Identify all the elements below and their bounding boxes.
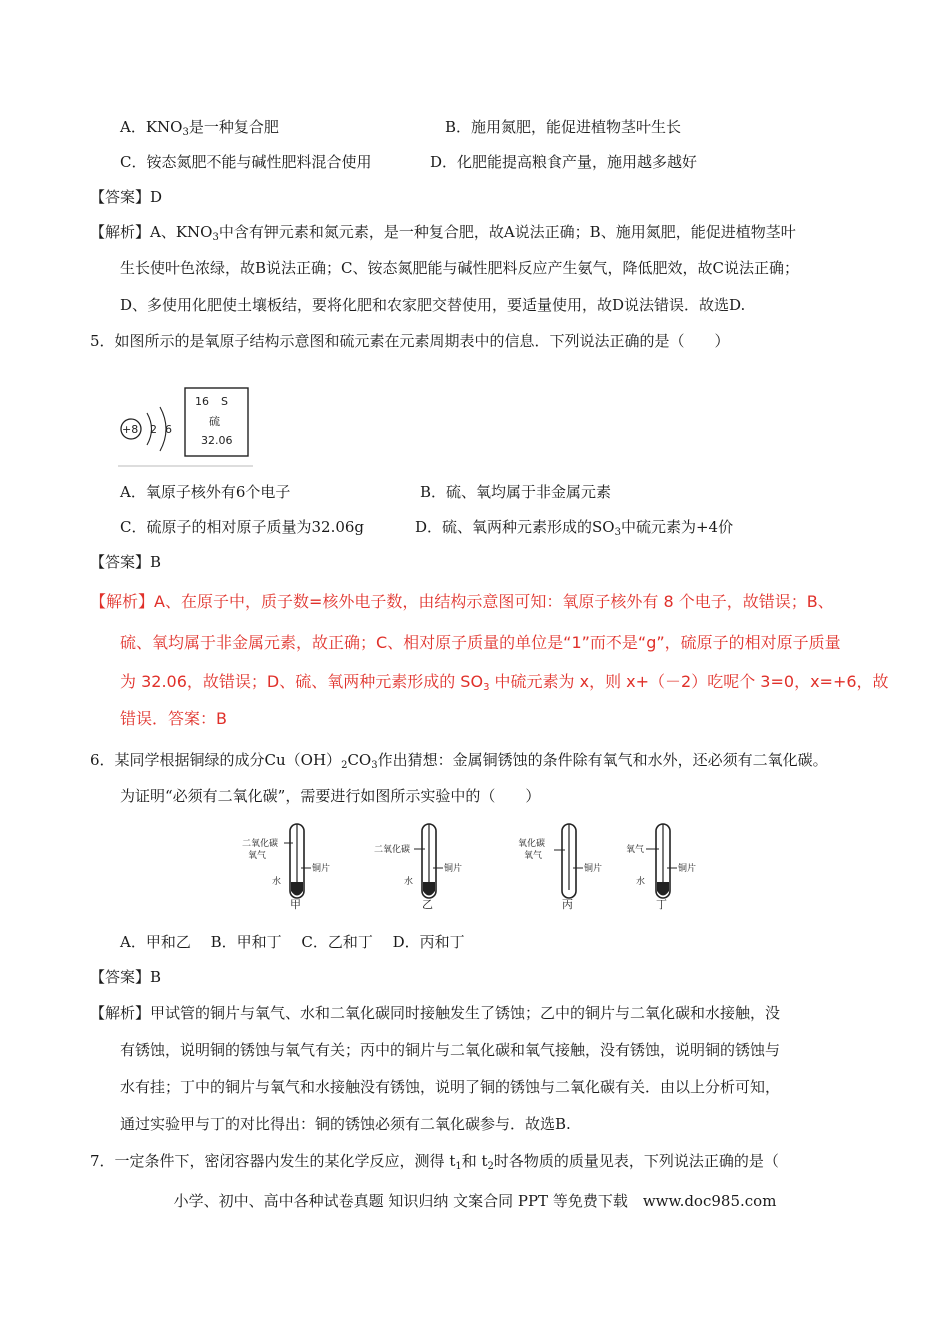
- q4-option-b: B．施用氮肥，能促进植物茎叶生长: [445, 118, 682, 136]
- q4-explanation-line3: D、多使用化肥使土壤板结，要将化肥和农家肥交替使用，要适量使用，故D说法错误．故选D.: [120, 296, 746, 314]
- q4-option-d: D．化肥能提高粮食产量，施用越多越好: [430, 153, 698, 171]
- test-tube-bing: [518, 824, 602, 910]
- q6-answer: 【答案】B: [90, 968, 162, 986]
- svg-text:氧化碳: 氧化碳: [518, 839, 546, 849]
- svg-text:二氧化碳: 二氧化碳: [242, 839, 279, 849]
- test-tube-jia: [242, 824, 330, 910]
- q4-explanation-line1: 【解析】A、$KNO_3$中含有钾元素和氮元素，是一种复合肥，故A说法正确；B、施用氮肥，能促进植物茎叶: [90, 223, 796, 243]
- svg-text:铜片: 铜片: [444, 864, 463, 874]
- svg-text:丁: 丁: [656, 898, 667, 910]
- element-symbol: S: [221, 395, 228, 408]
- svg-text:二氧化碳: 二氧化碳: [374, 845, 411, 855]
- q5-stem: 5．如图所示的是氧原子结构示意图和硫元素在元素周期表中的信息．下列说法正确的是（ ）: [90, 332, 730, 350]
- svg-text:甲: 甲: [290, 898, 301, 910]
- page-footer: 小学、初中、高中各种试卷真题 知识归纳 文案合同 PPT 等免费下载 www.doc985.com: [173, 1192, 777, 1210]
- q6-explanation-line1: 【解析】甲试管的铜片与氧气、水和二氧化碳同时接触发生了锈蚀；乙中的铜片与二氧化碳和水接触，没: [90, 1004, 781, 1022]
- nucleus-label: +8: [122, 423, 139, 436]
- q5-explanation-line4: 错误．答案：B: [120, 709, 227, 728]
- svg-text:水: 水: [404, 877, 414, 887]
- q4-option-c: C．铵态氮肥不能与碱性肥料混合使用: [120, 153, 372, 171]
- element-name: 硫: [209, 415, 220, 428]
- q5-explanation-line2: 硫、氧均属于非金属元素，故正确；C、相对原子质量的单位是“1”而不是“g”，硫原子的相对原子质量: [120, 633, 841, 652]
- q7-stem: 7．一定条件下，密闭容器内发生的某化学反应，测得 $t_1$和 $t_2$时各物质的质量见表，下列说法正确的是（: [90, 1152, 779, 1172]
- q6-stem-line1: 6．某同学根据铜绿的成分$Cu(OH)_2CO_3$作出猜想：金属铜锈蚀的条件除有氧气和水外，还必须有二氧化碳。: [90, 751, 828, 771]
- svg-text:水: 水: [636, 877, 646, 887]
- q4-explanation-line2: 生长使叶色浓绿，故B说法正确；C、铵态氮肥能与碱性肥料反应产生氨气，降低肥效，故C说法正确；: [120, 259, 799, 277]
- test-tube-ding: [626, 824, 696, 910]
- q5-figure: [118, 385, 258, 469]
- svg-text:氧气: 氧气: [524, 851, 543, 861]
- svg-text:乙: 乙: [422, 898, 433, 910]
- svg-text:丙: 丙: [562, 898, 573, 910]
- svg-text:铜片: 铜片: [312, 864, 331, 874]
- q5-option-a: A．氧原子核外有6个电子: [120, 483, 291, 501]
- q6-options: A．甲和乙 B．甲和丁 C．乙和丁 D．丙和丁: [120, 933, 465, 951]
- q6-explanation-line4: 通过实验甲与丁的对比得出：铜的锈蚀必须有二氧化碳参与．故选B.: [120, 1115, 571, 1133]
- q5-answer: 【答案】B: [90, 553, 162, 571]
- q6-explanation-line3: 水有挂；丁中的铜片与氧气和水接触没有锈蚀，说明了铜的锈蚀与二氧化碳有关．由以上分析可知，: [120, 1078, 781, 1096]
- svg-text:铜片: 铜片: [584, 864, 603, 874]
- svg-text:铜片: 铜片: [678, 864, 697, 874]
- q6-explanation-line2: 有锈蚀，说明铜的锈蚀与氧气有关；丙中的铜片与二氧化碳和氧气接触，没有锈蚀，说明铜的锈蚀与: [120, 1041, 781, 1059]
- svg-text:氧气: 氧气: [248, 851, 267, 861]
- sulfur-element-card: [185, 388, 248, 456]
- q4-option-a: A．$KNO_3$是一种复合肥: [120, 118, 279, 138]
- shell2-electrons: 6: [165, 423, 172, 436]
- shell1-electrons: 2: [150, 423, 157, 436]
- svg-text:水: 水: [272, 877, 282, 887]
- q6-figure: [238, 818, 708, 910]
- atomic-mass: 32.06: [201, 434, 233, 447]
- q5-explanation-line3: 为 32.06，故错误；D、硫、氧两种元素形成的 $SO_3$ 中硫元素为 x，则 x+（－2）吃呢个 3=0，x=+6，故: [120, 672, 889, 693]
- atomic-number: 16: [195, 395, 209, 408]
- q5-option-b: B．硫、氧均属于非金属元素: [420, 483, 612, 501]
- svg-text:氧气: 氧气: [626, 845, 645, 855]
- q5-option-c: C．硫原子的相对原子质量为32.06g: [120, 518, 365, 536]
- q5-explanation-line1: 【解析】A、在原子中，质子数=核外电子数，由结构示意图可知：氧原子核外有 8 个电子，故错误；B、: [90, 592, 834, 611]
- oxygen-atom-diagram: [121, 407, 172, 451]
- q5-option-d: D．硫、氧两种元素形成的$SO_3$中硫元素为+4价: [415, 518, 734, 538]
- q4-answer: 【答案】D: [90, 188, 163, 206]
- test-tube-yi: [374, 824, 462, 910]
- q6-stem-line2: 为证明“必须有二氧化碳”，需要进行如图所示实验中的（ ）: [120, 787, 541, 805]
